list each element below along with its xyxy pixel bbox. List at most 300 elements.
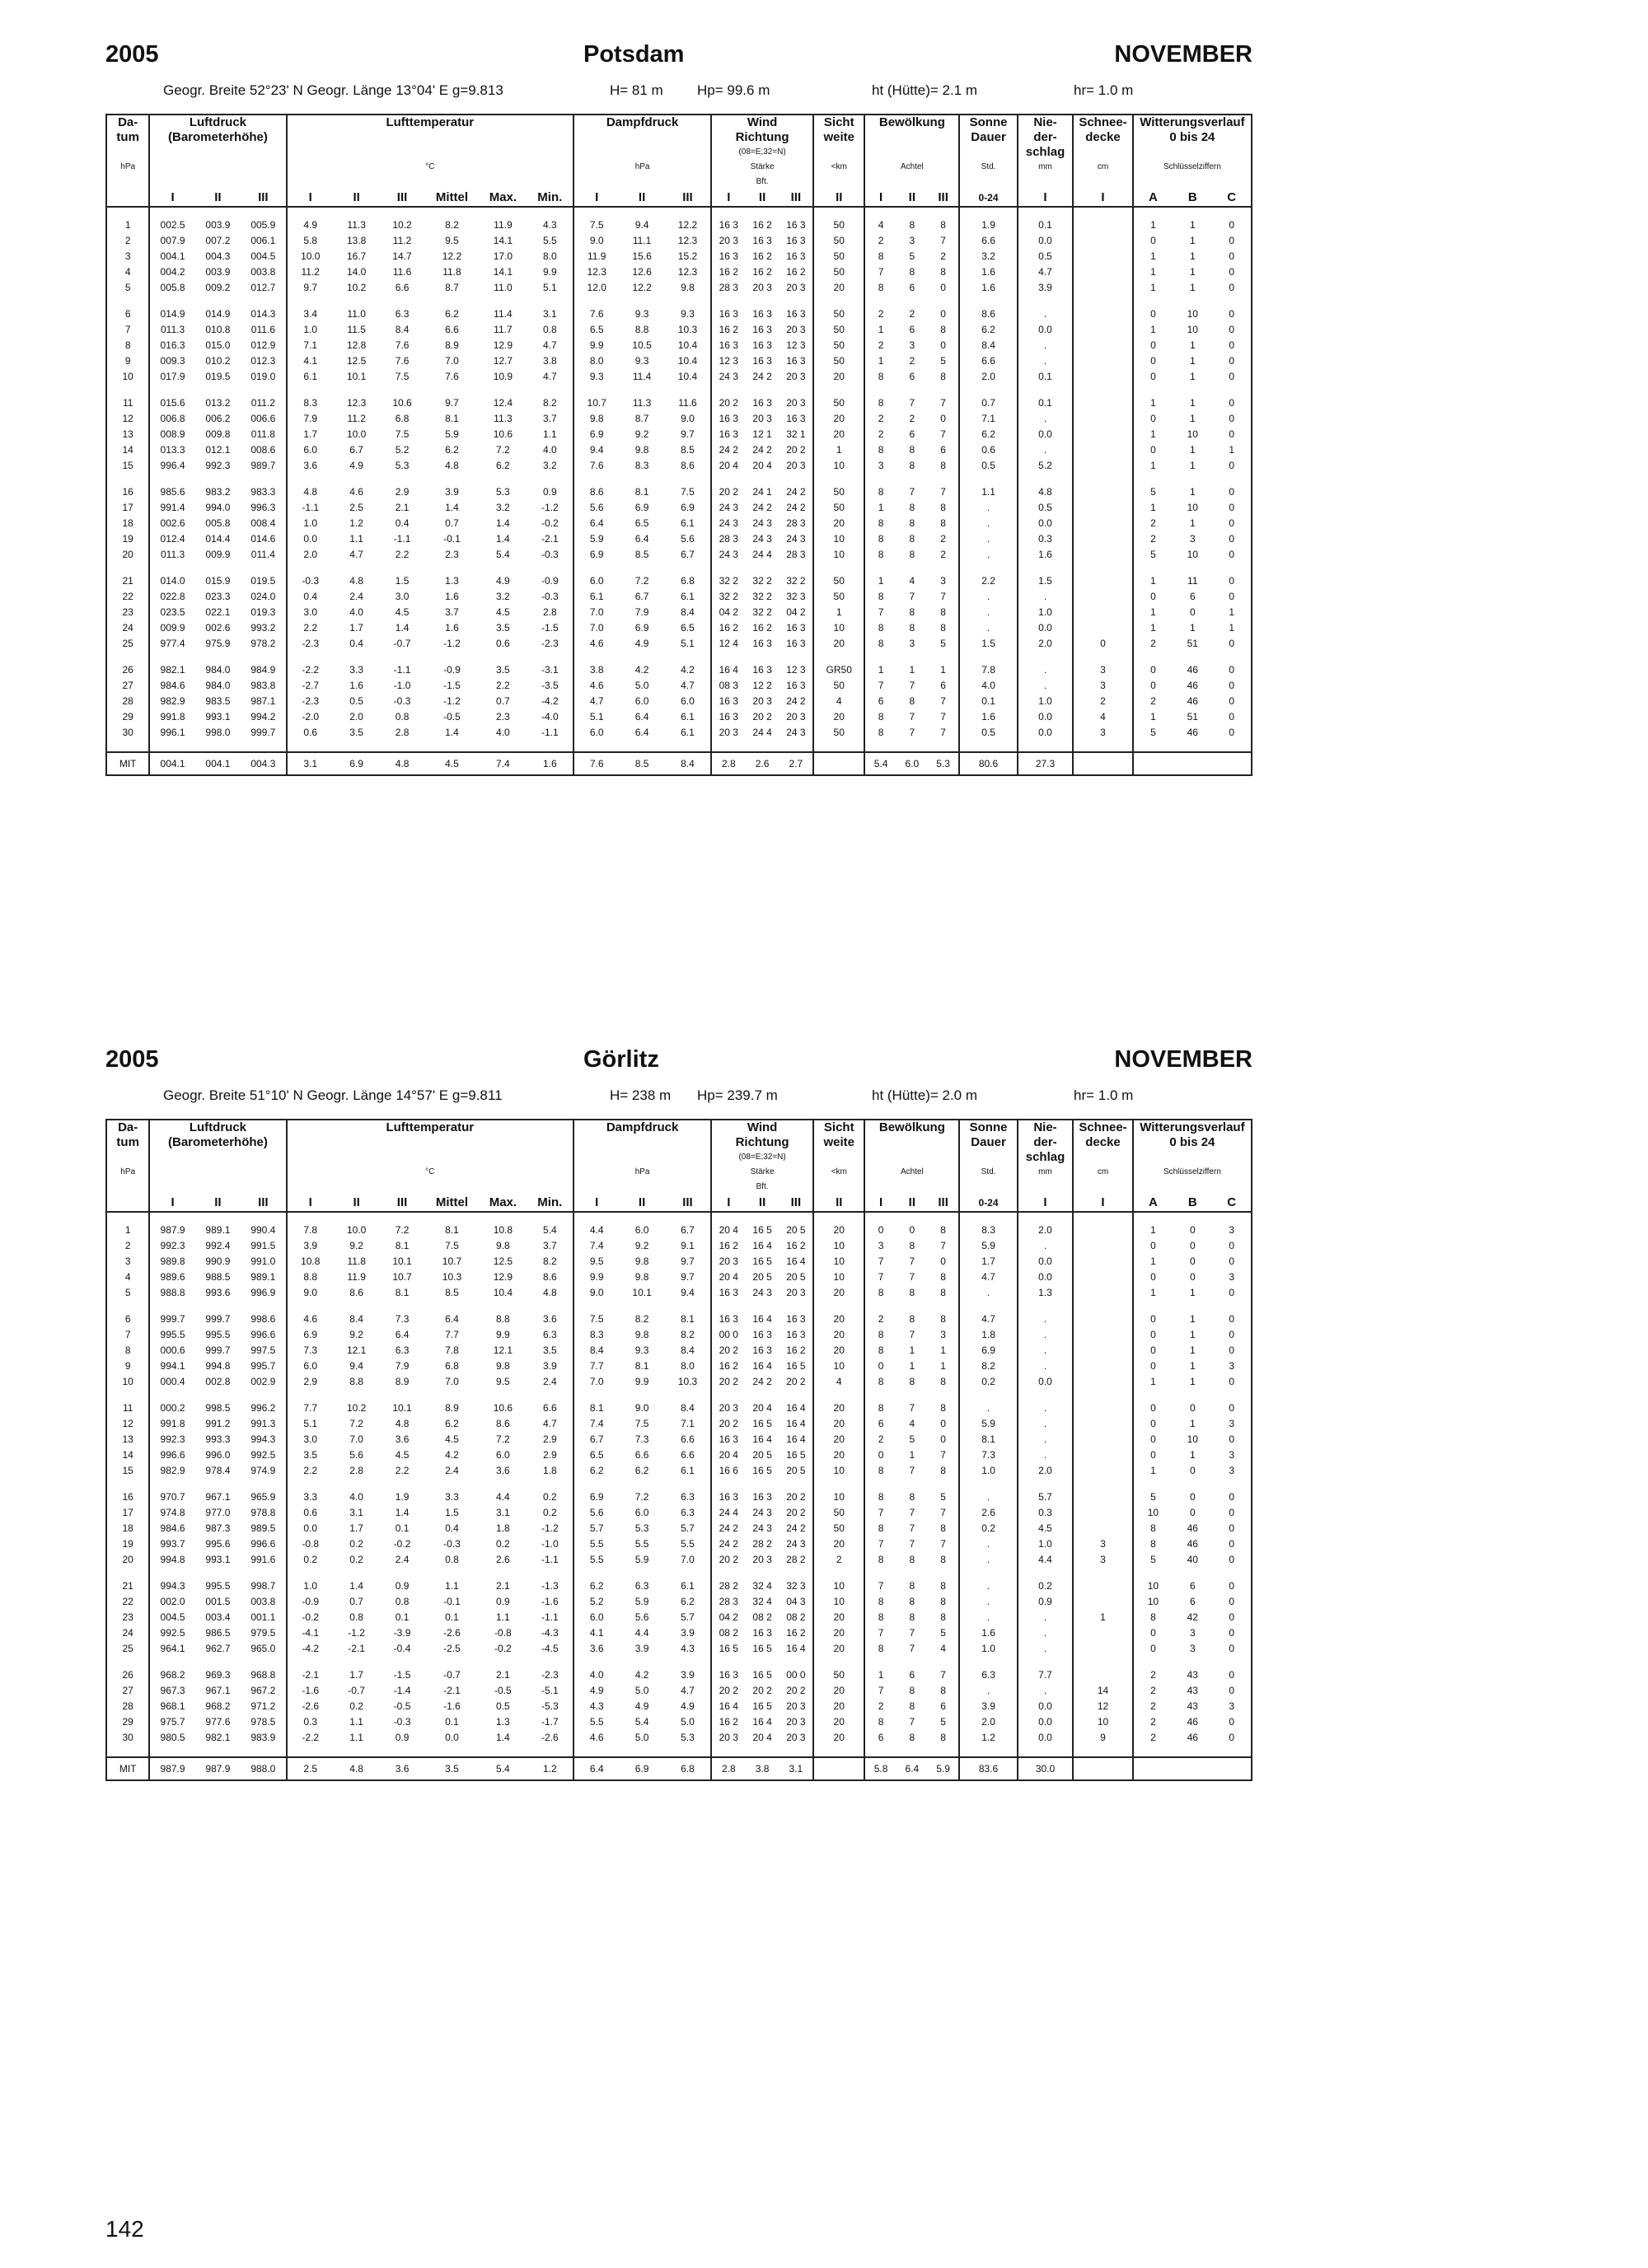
table-cell: 2 [1133, 1667, 1173, 1683]
table-cell: 20 4 [711, 1270, 745, 1285]
gap-cell [287, 1390, 334, 1401]
header-unit-cell [813, 1180, 864, 1195]
gap-cell [527, 296, 574, 306]
gap-cell [1018, 474, 1073, 484]
table-cell: 20 2 [786, 1507, 806, 1518]
table-cell: . [1018, 1432, 1073, 1447]
table-cell: 0 [1189, 1491, 1196, 1503]
gap-cell [195, 385, 241, 395]
table-cell: 2 [864, 306, 896, 322]
month-label: NOVEMBER [1114, 41, 1252, 68]
table-cell: 0 [1133, 1641, 1173, 1657]
table-cell: 20 3 [752, 1554, 772, 1565]
table-cell: 50 [813, 678, 864, 694]
table-cell: 2 [864, 1699, 896, 1714]
table-cell [1073, 280, 1133, 296]
table-cell: 24 3 [711, 516, 745, 531]
table-cell: 6.9 [287, 1327, 334, 1343]
table-row [106, 353, 1252, 369]
mean-cell: 2.6 [745, 752, 779, 775]
table-cell: 28 2 [786, 1554, 806, 1565]
table-cell: 5.0 [634, 680, 649, 691]
table-cell: 4.9 [634, 1700, 649, 1712]
table-cell: 3 [1189, 1627, 1196, 1639]
table-cell: 002.0 [149, 1594, 194, 1610]
table-cell: 8.0 [681, 1360, 695, 1372]
table-cell: 6.1 [287, 369, 334, 385]
gap-cell [959, 1301, 1018, 1312]
table-cell [1073, 1505, 1133, 1521]
table-cell: 1.0 [959, 1641, 1018, 1657]
gap-cell [479, 385, 527, 395]
mean-cell: 4.8 [379, 752, 424, 775]
table-cell: 0 [1133, 1416, 1173, 1432]
table-cell: 3.7 [542, 413, 557, 424]
table-cell: 16 3 [786, 622, 806, 634]
table-cell: 3.1 [542, 308, 557, 320]
table-cell [1073, 1343, 1133, 1358]
table-cell: 20 2 [786, 444, 806, 456]
table-cell: 6.6 [959, 233, 1018, 249]
header-cell: Dampfdruck [574, 115, 711, 130]
table-cell: 8.9 [445, 1402, 459, 1414]
table-cell: 1 [1133, 1254, 1173, 1270]
table-cell: 9.1 [681, 1240, 695, 1251]
table-cell: 32 1 [786, 428, 806, 440]
table-cell: 50 [813, 1667, 864, 1683]
table-cell: 20 3 [711, 1254, 745, 1270]
header-unit-cell [106, 1180, 149, 1195]
gap-cell [619, 1657, 664, 1667]
table-cell: . [959, 516, 1018, 531]
table-cell: 012.9 [250, 339, 276, 351]
gap-cell [665, 1568, 711, 1578]
table-cell: 7 [864, 678, 896, 694]
mean-cell: 987.9 [149, 1757, 194, 1780]
table-cell: 12.5 [493, 1256, 513, 1267]
table-cell: -3.5 [541, 680, 559, 691]
table-cell: 0.2 [349, 1538, 363, 1550]
table-cell: 3 [1212, 1223, 1252, 1238]
table-cell: 7 [940, 486, 946, 498]
table-cell: 003.9 [205, 266, 231, 278]
gap-cell [425, 652, 479, 662]
gap-cell [574, 385, 619, 395]
header-unit-cell [1133, 1150, 1252, 1165]
table-cell: 8.6 [959, 306, 1018, 322]
table-cell: 0 [1212, 1625, 1252, 1641]
table-cell: -4.0 [541, 711, 559, 722]
header-cell: weite [813, 1135, 864, 1150]
table-cell: 8.1 [959, 1432, 1018, 1447]
table-cell: 8 [864, 1610, 896, 1625]
table-cell: 16 4 [752, 1313, 772, 1325]
table-cell: 978.4 [205, 1465, 231, 1476]
table-cell: 8 [864, 442, 896, 458]
table-cell: 992.5 [149, 1625, 194, 1641]
table-cell: 8 [864, 589, 896, 605]
table-cell: 4.4 [574, 1223, 619, 1238]
station-geo-info [105, 1079, 1252, 1111]
table-cell: 023.3 [205, 591, 231, 602]
mean-cell: 3.8 [745, 1757, 779, 1780]
table-cell: 2.2 [395, 1465, 410, 1476]
gap-cell [425, 1479, 479, 1489]
table-cell: 6 [909, 1669, 915, 1681]
table-cell: 25 [106, 636, 149, 652]
table-cell: 20 4 [711, 1447, 745, 1463]
table-cell: -0.9 [541, 575, 559, 587]
table-cell: 987.9 [149, 1223, 194, 1238]
table-cell: 16 3 [786, 680, 806, 691]
table-cell: 5.5 [574, 1536, 619, 1552]
table-cell: 20 [106, 547, 149, 563]
gap-cell [334, 296, 379, 306]
separator-cell [574, 1212, 619, 1223]
table-row [106, 1223, 1252, 1238]
table-cell: 9.3 [634, 1344, 649, 1356]
header-unit-cell: Schlüsselziffern [1133, 1165, 1252, 1180]
table-cell: 9.8 [634, 1329, 649, 1340]
table-cell: . [959, 589, 1018, 605]
table-cell: 1.6 [959, 709, 1018, 725]
table-cell: 6.5 [574, 1447, 619, 1463]
header-cell: tum [106, 1135, 149, 1150]
table-cell: 2.0 [1018, 636, 1073, 652]
table-cell: 012.4 [149, 531, 194, 547]
table-cell: 0 [1212, 531, 1252, 547]
table-cell: 4.8 [445, 460, 459, 471]
table-row [106, 233, 1252, 249]
table-cell: 10.8 [287, 1254, 334, 1270]
table-cell: 16 2 [752, 622, 772, 634]
table-cell [1073, 1489, 1133, 1505]
sub-header-cell: II [638, 190, 646, 204]
table-cell: 9.0 [681, 413, 695, 424]
table-cell: 16 3 [786, 1313, 806, 1325]
table-cell: 993.2 [250, 622, 276, 634]
table-cell: 4.5 [496, 606, 510, 618]
gap-cell [928, 652, 959, 662]
separator-cell [711, 1212, 745, 1223]
table-cell: 8 [864, 1463, 896, 1479]
table-cell: 991.5 [250, 1240, 276, 1251]
table-cell: 3.2 [496, 502, 510, 513]
table-cell: 7.9 [287, 411, 334, 427]
table-cell: -1.4 [393, 1685, 411, 1696]
table-cell: 8 [909, 1611, 915, 1623]
table-cell: 9.0 [574, 233, 619, 249]
gap-cell [527, 1746, 574, 1757]
gap-cell [479, 1568, 527, 1578]
table-cell: 6.4 [634, 711, 649, 722]
table-cell: 7.6 [395, 339, 410, 351]
table-cell: 003.4 [205, 1611, 231, 1623]
table-cell: 9.7 [681, 428, 695, 440]
table-cell: 0 [1212, 264, 1252, 280]
table-cell: 11 [1187, 575, 1198, 587]
table-cell: 16 2 [711, 264, 745, 280]
gap-cell [864, 1390, 896, 1401]
table-cell: 0.6 [496, 638, 510, 649]
table-cell: 4.3 [574, 1699, 619, 1714]
table-cell: 7.5 [634, 1418, 649, 1429]
table-cell: 28 3 [711, 1594, 745, 1610]
table-cell: 2.4 [445, 1465, 459, 1476]
table-cell: 7.6 [574, 306, 619, 322]
table-cell: 0 [1212, 1730, 1252, 1746]
gap-cell [959, 1746, 1018, 1757]
table-cell: -0.2 [287, 1610, 334, 1625]
table-cell: 20 2 [752, 1685, 772, 1696]
table-cell: 2 [909, 413, 915, 424]
gap-cell [1018, 296, 1073, 306]
table-row [106, 411, 1252, 427]
table-row [106, 1625, 1252, 1641]
table-cell: 968.1 [149, 1699, 194, 1714]
table-cell: 3.6 [542, 1313, 557, 1325]
table-cell: 6.0 [496, 1449, 510, 1461]
table-cell: . [959, 1594, 1018, 1610]
table-cell: 012.3 [250, 355, 276, 367]
table-cell: 2.1 [496, 1669, 510, 1681]
table-row [106, 1416, 1252, 1432]
gap-cell [527, 741, 574, 752]
table-cell: 996.9 [250, 1287, 276, 1298]
table-cell: 16 3 [786, 308, 806, 320]
table-cell: 28 2 [711, 1578, 745, 1594]
table-cell [1073, 395, 1133, 411]
table-cell: 16 2 [786, 1344, 806, 1356]
table-cell: 6 [864, 1730, 896, 1746]
gap-cell [379, 1301, 424, 1312]
table-cell: 9.0 [574, 1285, 619, 1301]
table-cell: 0.0 [1018, 1270, 1073, 1285]
table-cell: 1.5 [445, 1507, 459, 1518]
table-cell: 12.8 [346, 339, 367, 351]
table-cell: 20 3 [786, 324, 806, 335]
table-cell: 1.8 [542, 1465, 557, 1476]
table-cell: 011.2 [250, 397, 275, 409]
gap-cell [195, 563, 241, 573]
table-cell: 984.0 [205, 664, 231, 676]
header-unit-cell: <km [813, 160, 864, 175]
gap-cell [665, 1657, 711, 1667]
gap-cell [665, 563, 711, 573]
table-cell: 6.3 [959, 1667, 1018, 1683]
table-cell: 1.2 [959, 1730, 1018, 1746]
table-cell: 6.2 [634, 1465, 649, 1476]
table-row [106, 1238, 1252, 1254]
table-cell: 7 [940, 1538, 946, 1550]
station-section-goerlitz [105, 1046, 1252, 1781]
station-height: H= 238 m [610, 1087, 672, 1103]
table-cell: 0 [1212, 1667, 1252, 1683]
sub-header-cell: Max. [489, 1195, 517, 1209]
table-cell [1073, 411, 1133, 427]
header-cell: Lufttemperatur [287, 115, 574, 130]
table-cell: 016.3 [149, 338, 194, 353]
table-cell: . [1018, 1610, 1073, 1625]
table-cell: 004.2 [149, 264, 194, 280]
table-cell: . [1018, 662, 1073, 678]
table-cell: 10.4 [493, 1287, 513, 1298]
table-cell: 20 [813, 1432, 864, 1447]
table-cell: 8.7 [634, 413, 649, 424]
table-cell: -4.2 [541, 695, 559, 707]
sub-header-cell [106, 1195, 149, 1212]
gap-cell [195, 296, 241, 306]
gap-cell [106, 474, 149, 484]
gap-cell [1173, 652, 1212, 662]
table-cell: 20 3 [711, 1730, 745, 1746]
table-cell: 8 [864, 1521, 896, 1536]
table-cell: 978.8 [250, 1507, 276, 1518]
table-cell: 5.7 [681, 1522, 695, 1534]
gap-cell [195, 474, 241, 484]
table-cell: 5 [1133, 547, 1173, 563]
table-cell: 5.9 [959, 1416, 1018, 1432]
table-cell: 5 [940, 355, 946, 367]
table-cell: 987.1 [250, 695, 276, 707]
table-cell: 8.5 [634, 549, 649, 560]
table-cell [1073, 264, 1133, 280]
header-cell: Richtung [711, 130, 813, 145]
table-cell: 16 3 [752, 235, 772, 246]
table-cell: 6.0 [634, 1224, 649, 1236]
table-cell: 983.2 [205, 486, 231, 498]
table-cell: . [1018, 306, 1073, 322]
table-cell: 998.5 [205, 1402, 231, 1414]
table-cell: 1.1 [445, 1580, 459, 1592]
gap-cell [287, 296, 334, 306]
table-cell: 7.2 [349, 1418, 363, 1429]
separator-cell [780, 207, 813, 217]
table-cell: 20 3 [786, 282, 806, 293]
table-row [106, 427, 1252, 442]
sub-header-cell: II [813, 1195, 864, 1212]
table-cell: 16 5 [752, 1418, 772, 1429]
table-cell: 12.3 [346, 397, 367, 409]
table-cell: 0.4 [287, 589, 334, 605]
table-cell: 10.7 [392, 1271, 412, 1283]
gap-cell [106, 1568, 149, 1578]
table-cell: 50 [813, 589, 864, 605]
gap-cell [1073, 1301, 1133, 1312]
gap-cell [574, 741, 619, 752]
table-cell: 984.9 [250, 664, 276, 676]
gap-cell [959, 1479, 1018, 1489]
table-cell: 5.5 [681, 1538, 695, 1550]
table-cell: 990.9 [205, 1256, 231, 1267]
table-cell: 9 [1073, 1730, 1133, 1746]
table-cell: 11.2 [392, 235, 412, 246]
table-cell: 6.9 [959, 1343, 1018, 1358]
table-cell: 6.8 [445, 1360, 459, 1372]
table-cell: 8.4 [574, 1343, 619, 1358]
table-cell: 7 [909, 1627, 915, 1639]
table-cell: 13 [106, 427, 149, 442]
table-cell: 4 [106, 1270, 149, 1285]
table-cell: 3.5 [496, 664, 510, 676]
table-cell: 4.4 [634, 1627, 649, 1639]
table-cell: 8.0 [542, 250, 557, 262]
table-cell: 10.6 [493, 1402, 513, 1414]
sub-header-cell: I [711, 189, 745, 207]
table-cell: . [1018, 1312, 1073, 1327]
gap-cell [813, 296, 864, 306]
header-cell: Sonne [959, 1120, 1018, 1135]
table-cell: 3 [1073, 1536, 1133, 1552]
table-cell: 0 [1212, 353, 1252, 369]
table-cell: 982.9 [149, 1463, 194, 1479]
table-cell: 20 [813, 427, 864, 442]
table-cell: 0.2 [959, 1374, 1018, 1390]
table-cell: -0.3 [287, 573, 334, 589]
gap-cell [1212, 1390, 1252, 1401]
table-cell: 6.3 [542, 1329, 557, 1340]
table-cell: 6.0 [574, 725, 619, 741]
table-row [106, 1401, 1252, 1416]
header-unit-cell [287, 145, 574, 160]
table-cell: 1.9 [395, 1491, 410, 1503]
table-row [106, 458, 1252, 474]
table-cell: 2.4 [349, 591, 363, 602]
table-cell: 16 [106, 484, 149, 500]
table-cell [1073, 531, 1133, 547]
station-geo-info [105, 74, 1252, 105]
table-cell: -1.2 [348, 1627, 365, 1639]
table-cell: 10.1 [392, 1402, 412, 1414]
table-cell: 3.8 [574, 662, 619, 678]
table-cell: 0.9 [496, 1596, 510, 1607]
header-unit-cell [813, 175, 864, 189]
table-cell: 6 [940, 444, 946, 456]
table-cell: 0.1 [1018, 217, 1073, 233]
table-cell: 3.9 [1018, 280, 1073, 296]
table-cell: 4.3 [681, 1643, 695, 1654]
separator-cell [619, 207, 664, 217]
table-cell: 991.6 [250, 1554, 276, 1565]
gap-cell [1212, 1479, 1252, 1489]
sub-header-cell: I [574, 1195, 619, 1212]
header-unit-cell [574, 1180, 711, 1195]
table-cell: 8 [864, 369, 896, 385]
gap-cell [619, 1568, 664, 1578]
table-cell: 6.9 [574, 427, 619, 442]
table-cell: 08 2 [752, 1611, 772, 1623]
table-cell: 16 3 [786, 250, 806, 262]
gap-cell [1073, 385, 1133, 395]
table-cell: 9.8 [634, 444, 649, 456]
table-cell: -1.7 [541, 1716, 559, 1728]
table-cell: 0.0 [1018, 233, 1073, 249]
table-cell: 0.8 [445, 1554, 459, 1565]
table-cell: 8 [864, 1343, 896, 1358]
table-cell: 50 [813, 395, 864, 411]
table-cell: 16 2 [786, 1627, 806, 1639]
table-cell: 8 [909, 1287, 915, 1298]
table-cell: 7 [864, 264, 896, 280]
table-cell: 7.4 [574, 1416, 619, 1432]
gap-cell [745, 1568, 779, 1578]
gap-cell [1133, 1301, 1173, 1312]
sub-header-cell [106, 189, 149, 207]
table-cell: 20 2 [711, 484, 745, 500]
table-cell: 977.0 [205, 1507, 231, 1518]
table-row [106, 605, 1252, 620]
table-cell: 11.3 [494, 413, 513, 424]
